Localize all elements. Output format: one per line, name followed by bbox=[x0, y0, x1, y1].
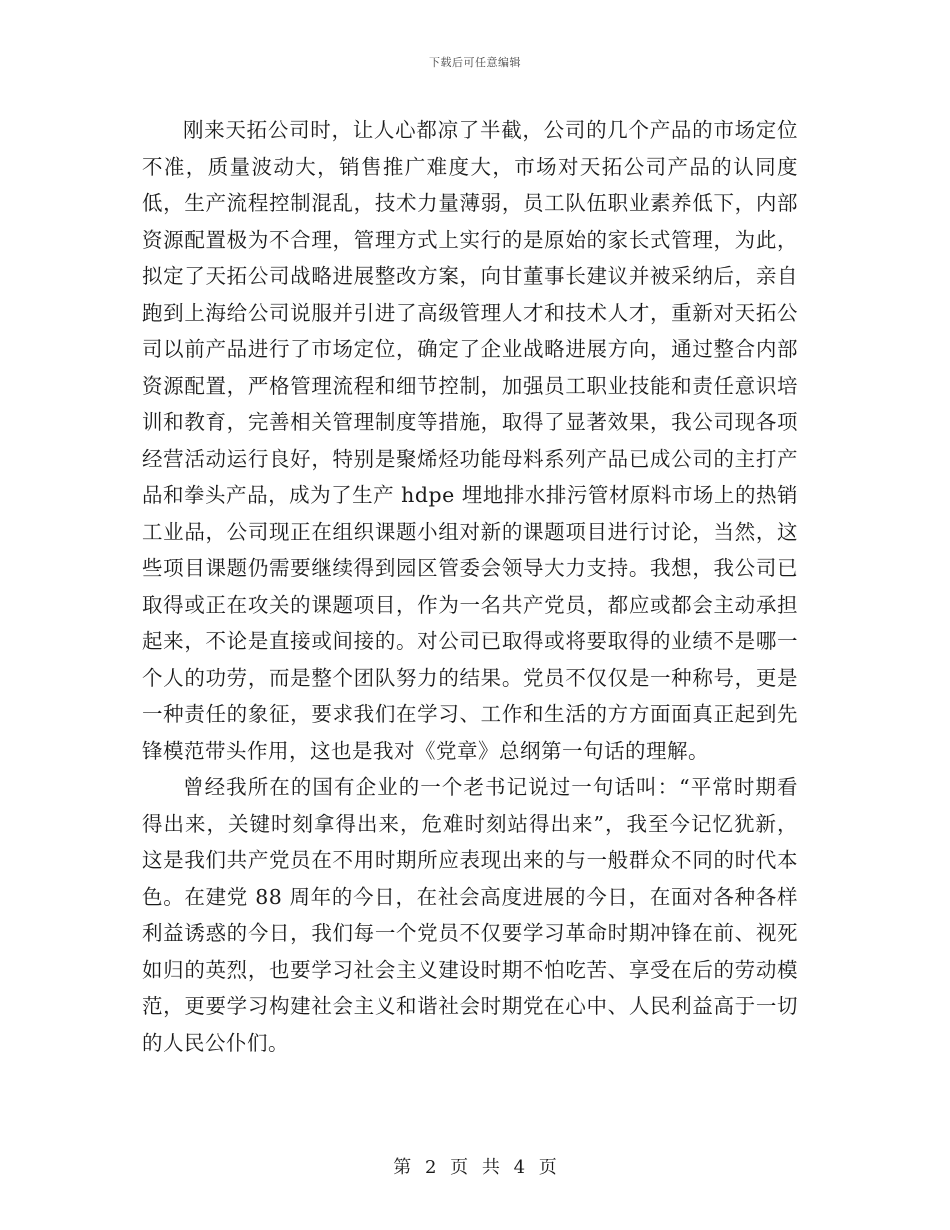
footer-prefix: 第 bbox=[393, 1157, 412, 1178]
footer-page-word: 页 bbox=[450, 1157, 469, 1178]
footer-suffix: 页 bbox=[538, 1157, 557, 1178]
paragraph-1: 刚来天拓公司时，让人心都凉了半截，公司的几个产品的市场定位不准，质量波动大，销售推广难度大，市场对天拓公司产品的认同度低，生产流程控制混乱，技术力量薄弱，员工队伍职业素养低下，内部资源配置极为不合理，管理方式上实行的是原始的家长式管理，为此，拟定了天拓公司战略进展整改方案，向甘董事长建议并被采纳后，亲自跑到上海给公司说服并引进了高级管理人才和技术人才，重新对天拓公司以前产品进行了市场定位，确定了企业战略进展方向，通过整合内部资源配置，严格管理流程和细节控制，加强员工职业技能和责任意识培训和教育，完善相关管理制度等措施，取得了显著效果，我公司现各项经营活动运行良好，特别是聚烯烃功能母料系列产品已成公司的主打产品和拳头产品，成为了生产 hdpe 埋地排水排污管材原料市场上的热销工业品，公司现正在组织课题小组对新的课题项目进行讨论，当然，这些项目课题仍需要继续得到园区管委会领导大力支持。我想，我公司已取得或正在攻关的课题项目，作为一名共产党员，都应或都会主动承担起来，不论是直接或间接的。对公司已取得或将要取得的业绩不是哪一个人的功劳，而是整个团队努力的结果。党员不仅仅是一种称号，更是一种责任的象征，要求我们在学习、工作和生活的方方面面真正起到先锋模范带头作用，这也是我对《党章》总纲第一句话的理解。 bbox=[142, 118, 798, 763]
current-page-number: 2 bbox=[424, 1157, 437, 1178]
total-page-count: 4 bbox=[513, 1157, 526, 1178]
page-header: 下载后可任意编辑 bbox=[429, 56, 521, 69]
footer-total-word: 共 bbox=[481, 1157, 500, 1178]
document-body bbox=[142, 112, 798, 1061]
paragraph-2: 曾经我所在的国有企业的一个老书记说过一句话叫：“平常时期看得出来，关键时刻拿得出来，危难时刻站得出来”，我至今记忆犹新，这是我们共产党员在不用时期所应表现出来的与一般群众不同的时代本色。在建党 88 周年的今日，在社会高度进展的今日，在面对各种各样利益诱惑的今日，我们每一个党员不仅要学习革命时期冲锋在前、视死如归的英烈，也要学习社会主义建设时期不怕吃苦、享受在后的劳动模范，更要学习构建社会主义和谐社会时期党在心中、人民利益高于一切的人民公仆们。 bbox=[142, 775, 798, 1055]
page-footer bbox=[0, 1153, 950, 1179]
